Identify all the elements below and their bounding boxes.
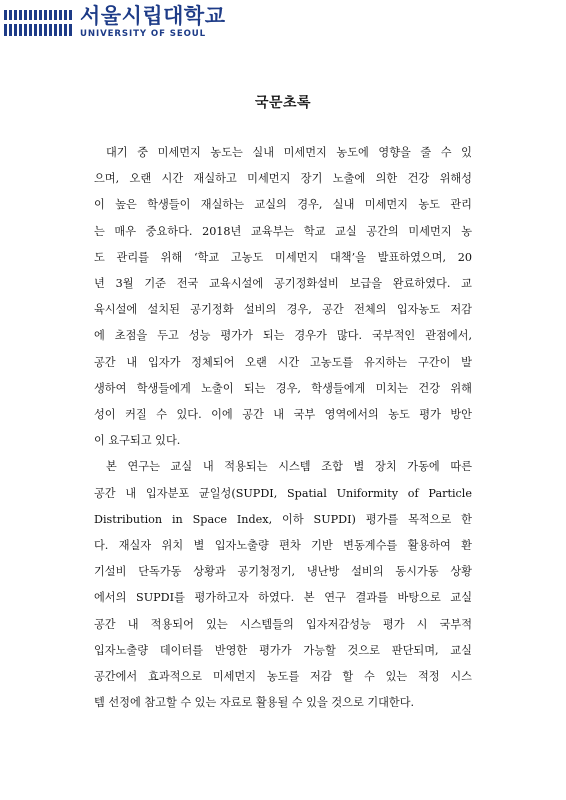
page-title: 국문초록 xyxy=(254,95,312,111)
abstract-line: 템 선정에 참고할 수 있는 자료로 활용될 수 있을 것으로 기대한다. xyxy=(94,696,415,710)
abstract-line: 대기 중 미세먼지 농도는 실내 미세먼지 농도에 영향을 줄 수 있 xyxy=(106,146,472,159)
abstract-line: 공간 내 입자가 정체되어 오랜 시간 고농도를 유지하는 구간이 발 xyxy=(94,355,472,369)
abstract-line: 기설비 단독가동 상황과 공기청정기, 냉난방 설비의 동시가동 상황 xyxy=(94,565,472,579)
abstract-line: 는 매우 중요하다. 2018년 교육부는 학교 교실 공간의 미세먼지 농 xyxy=(94,224,472,238)
abstract-line: 육시설에 설치된 공기정화 설비의 경우, 공간 전체의 입자농도 저감 xyxy=(94,303,472,317)
abstract-line: 공간 내 적용되어 있는 시스템들의 입자저감성능 평가 시 국부적 xyxy=(94,617,472,631)
abstract-line: 공간에서 효과적으로 미세먼지 농도를 저감 할 수 있는 적정 시스 xyxy=(94,670,472,684)
abstract-line: 입자노출량 데이터를 반영한 평가가 가능할 것으로 판단되며, 교실 xyxy=(94,643,472,657)
abstract-line: 성이 커질 수 있다. 이에 공간 내 국부 영역에서의 농도 평가 방안 xyxy=(94,408,472,422)
university-logo-icon xyxy=(4,6,74,40)
abstract-line: Distribution in Space Index, 이하 SUPDI) 평가를 목적으로 한 xyxy=(94,512,472,526)
abstract-line: 에서의 SUPDI를 평가하고자 하였다. 본 연구 결과를 바탕으로 교실 xyxy=(94,591,472,605)
logo-korean-name: 서울시립대학교 xyxy=(80,4,226,28)
abstract-line: 이 요구되고 있다. xyxy=(94,434,181,448)
abstract-line: 다. 재실자 위치 별 입자노출량 편차 기반 변동계수를 활용하여 환 xyxy=(94,539,472,553)
logo-english-name: UNIVERSITY OF SEOUL xyxy=(80,29,207,39)
abstract-line: 년 3월 기준 전국 교육시설에 공기정화설비 보급을 완료하였다. 교 xyxy=(94,277,472,291)
abstract-line: 도 관리를 위해 ‘학교 고농도 미세먼지 대책’을 발표하였으며, 20 xyxy=(94,250,472,264)
abstract-line: 본 연구는 교실 내 적용되는 시스템 조합 별 장치 가동에 따른 xyxy=(106,460,472,474)
abstract-line: 공간 내 입자분포 균일성(SUPDI, Spatial Uniformity of Particle xyxy=(94,486,472,500)
abstract-line: 생하여 학생들에게 노출이 되는 경우, 학생들에게 미치는 건강 위해 xyxy=(94,381,472,395)
abstract-line: 이 높은 학생들이 재실하는 교실의 경우, 실내 미세먼지 농도 관리 xyxy=(94,198,472,212)
university-logo-text xyxy=(80,4,226,40)
abstract-line: 으며, 오랜 시간 재실하고 미세먼지 장기 노출에 의한 건강 위해성 xyxy=(94,172,472,186)
abstract-line: 에 초점을 두고 성능 평가가 되는 경우가 많다. 국부적인 관점에서, xyxy=(94,329,472,343)
abstract-body xyxy=(94,140,472,716)
university-header xyxy=(4,4,226,44)
